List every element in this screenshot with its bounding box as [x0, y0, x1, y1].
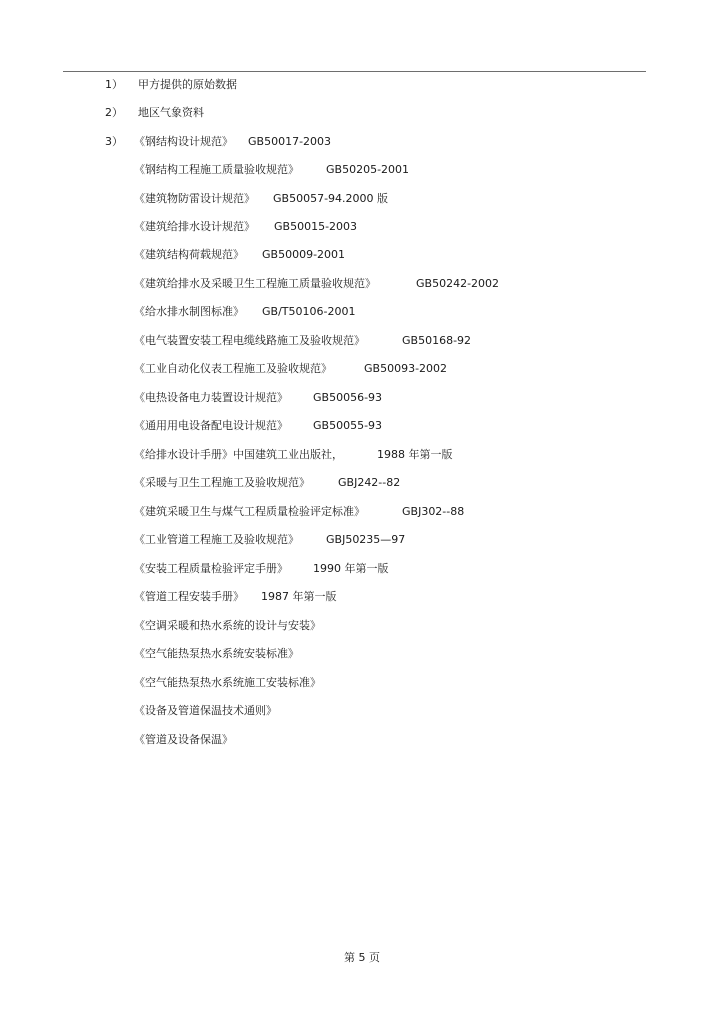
- standard-title: 《空气能热泵热水系统安装标准》: [134, 647, 299, 660]
- standard-title: 《建筑采暖卫生与煤气工程质量检验评定标准》: [134, 505, 365, 518]
- standard-code: GBJ242--82: [338, 476, 401, 489]
- standard-title: 《给水排水制图标准》: [134, 305, 244, 318]
- standard-title: 《电气装置安装工程电缆线路施工及验收规范》: [134, 334, 365, 347]
- standard-title: 《空气能热泵热水系统施工安装标准》: [134, 676, 321, 689]
- standard-code: GB50056-93: [313, 391, 383, 404]
- standard-title: 《钢结构设计规范》: [134, 135, 233, 148]
- header-rule: [63, 71, 646, 72]
- standard-code: GB50017-2003: [248, 135, 332, 148]
- standard-code: GBJ302--88: [402, 505, 465, 518]
- standard-title: 《安装工程质量检验评定手册》: [134, 562, 288, 575]
- standard-code: GB50242-2002: [416, 277, 500, 290]
- standard-title: 《空调采暖和热水系统的设计与安装》: [134, 619, 321, 632]
- item-number: 1）: [105, 78, 123, 91]
- standard-code: GB50057-94.2000 版: [273, 192, 389, 205]
- item-number: 3）: [105, 135, 123, 148]
- standard-code: GB50093-2002: [364, 362, 448, 375]
- page-number: 第 5 页: [344, 951, 380, 964]
- standard-title: 《建筑给排水设计规范》: [134, 220, 255, 233]
- standard-title: 《设备及管道保温技术通则》: [134, 704, 277, 717]
- standard-code: GB50015-2003: [274, 220, 358, 233]
- standard-title: 《采暖与卫生工程施工及验收规范》: [134, 476, 310, 489]
- standard-title: 《工业自动化仪表工程施工及验收规范》: [134, 362, 332, 375]
- standard-title: 《工业管道工程施工及验收规范》: [134, 533, 299, 546]
- standard-title: 《建筑结构荷载规范》: [134, 248, 244, 261]
- standard-code: GB50205-2001: [326, 163, 410, 176]
- standard-title: 《通用用电设备配电设计规范》: [134, 419, 288, 432]
- standard-title: 《电热设备电力装置设计规范》: [134, 391, 288, 404]
- standard-code: 1988 年第一版: [377, 448, 453, 461]
- item-number: 2）: [105, 106, 123, 119]
- standard-title: 《钢结构工程施工质量验收规范》: [134, 163, 299, 176]
- standard-title: 《管道及设备保温》: [134, 733, 233, 746]
- standard-title: 《管道工程安装手册》: [134, 590, 244, 603]
- standard-code: GBJ50235—97: [326, 533, 406, 546]
- standard-code: GB50055-93: [313, 419, 383, 432]
- standard-code: 1990 年第一版: [313, 562, 389, 575]
- standard-code: 1987 年第一版: [261, 590, 337, 603]
- standard-code: GB/T50106-2001: [262, 305, 356, 318]
- standard-title: 《给排水设计手册》中国建筑工业出版社，: [134, 448, 343, 461]
- standard-code: GB50009-2001: [262, 248, 346, 261]
- item-text: 地区气象资料: [138, 106, 204, 119]
- standard-code: GB50168-92: [402, 334, 472, 347]
- item-text: 甲方提供的原始数据: [138, 78, 237, 91]
- standard-title: 《建筑物防雷设计规范》: [134, 192, 255, 205]
- standard-title: 《建筑给排水及采暖卫生工程施工质量验收规范》: [134, 277, 376, 290]
